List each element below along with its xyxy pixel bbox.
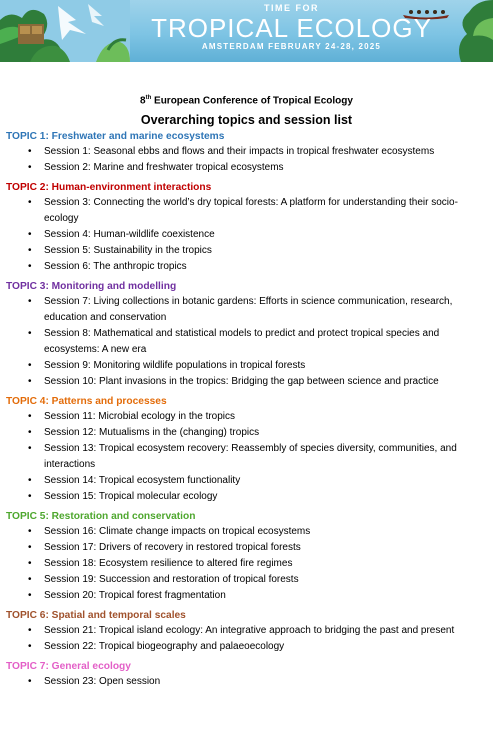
topic-section xyxy=(6,510,487,604)
conference-name xyxy=(6,92,487,107)
session-item: • Session 18: Ecosystem resilience to altered fire regimes xyxy=(44,556,487,572)
session-item: • Session 4: Human-wildlife coexistence xyxy=(44,227,487,243)
header-banner xyxy=(0,0,493,62)
session-item: • Session 19: Succession and restoration of tropical forests xyxy=(44,572,487,588)
banner-title: TROPICAL ECOLOGY xyxy=(151,13,432,43)
jungle-illustration-icon xyxy=(0,0,130,62)
session-item: • Session 9: Monitoring wildlife populations in tropical forests xyxy=(44,358,487,374)
session-item: • Session 22: Tropical biogeography and palaeoecology xyxy=(44,639,487,655)
topic-section xyxy=(6,395,487,505)
session-item: • Session 11: Microbial ecology in the tropics xyxy=(44,409,487,425)
topic-section xyxy=(6,130,487,176)
session-item: • Session 13: Tropical ecosystem recovery: Reassembly of species diversity, communities, and interactions xyxy=(44,441,487,473)
session-item: • Session 17: Drivers of recovery in restored tropical forests xyxy=(44,540,487,556)
session-list xyxy=(6,294,487,390)
topic-title: TOPIC 2: Human-environment interactions xyxy=(6,182,212,194)
topic-section xyxy=(6,280,487,390)
topic-title: TOPIC 6: Spatial and temporal scales xyxy=(6,610,186,622)
banner-date: AMSTERDAM FEBRUARY 24-28, 2025 xyxy=(201,42,382,51)
topic-title: TOPIC 5: Restoration and conservation xyxy=(6,511,196,523)
topic-section xyxy=(6,609,487,655)
topic-title: TOPIC 3: Monitoring and modelling xyxy=(6,281,177,293)
session-list xyxy=(6,524,487,604)
topic-section xyxy=(6,660,487,690)
banner-kicker: TIME FOR xyxy=(264,3,319,13)
session-list xyxy=(6,623,487,655)
conference-ordinal: th xyxy=(145,95,152,101)
topic-title: TOPIC 1: Freshwater and marine ecosystems xyxy=(6,131,225,143)
session-item: • Session 16: Climate change impacts on tropical ecosystems xyxy=(44,524,487,540)
session-list xyxy=(6,144,487,176)
session-item: • Session 1: Seasonal ebbs and flows and their impacts in tropical freshwater ecosystems xyxy=(44,144,487,160)
topic-section xyxy=(6,181,487,275)
conference-number: 8 xyxy=(140,95,146,107)
session-item: • Session 14: Tropical ecosystem functionality xyxy=(44,473,487,489)
conference-title: European Conference of Tropical Ecology xyxy=(151,95,353,107)
session-item: • Session 12: Mutualisms in the (changing) tropics xyxy=(44,425,487,441)
topic-title: TOPIC 7: General ecology xyxy=(6,661,131,673)
session-item: • Session 3: Connecting the world’s dry topical forests: A platform for understanding their socio-ecology xyxy=(44,195,487,227)
session-item: • Session 5: Sustainability in the tropics xyxy=(44,243,487,259)
session-list xyxy=(6,409,487,505)
session-list xyxy=(6,674,487,690)
session-item: • Session 21: Tropical island ecology: An integrative approach to bridging the past and present xyxy=(44,623,487,639)
session-item: • Session 23: Open session xyxy=(44,674,487,690)
topic-list xyxy=(6,130,487,690)
topic-title: TOPIC 4: Patterns and processes xyxy=(6,396,167,408)
session-list xyxy=(6,195,487,275)
session-item: • Session 7: Living collections in botanic gardens: Efforts in science communication, research, education and conservation xyxy=(44,294,487,326)
session-item: • Session 2: Marine and freshwater tropical ecosystems xyxy=(44,160,487,176)
session-item: • Session 8: Mathematical and statistical models to predict and protect tropical species and ecosystems: A new era xyxy=(44,326,487,358)
session-item: • Session 6: The anthropic tropics xyxy=(44,259,487,275)
session-item: • Session 20: Tropical forest fragmentation xyxy=(44,588,487,604)
session-item: • Session 10: Plant invasions in the tropics: Bridging the gap between science and practice xyxy=(44,374,487,390)
foliage-icon xyxy=(453,0,493,62)
session-item: • Session 15: Tropical molecular ecology xyxy=(44,489,487,505)
document-body xyxy=(0,92,493,690)
page-title: Overarching topics and session list xyxy=(140,113,353,128)
banner-text xyxy=(130,3,453,52)
